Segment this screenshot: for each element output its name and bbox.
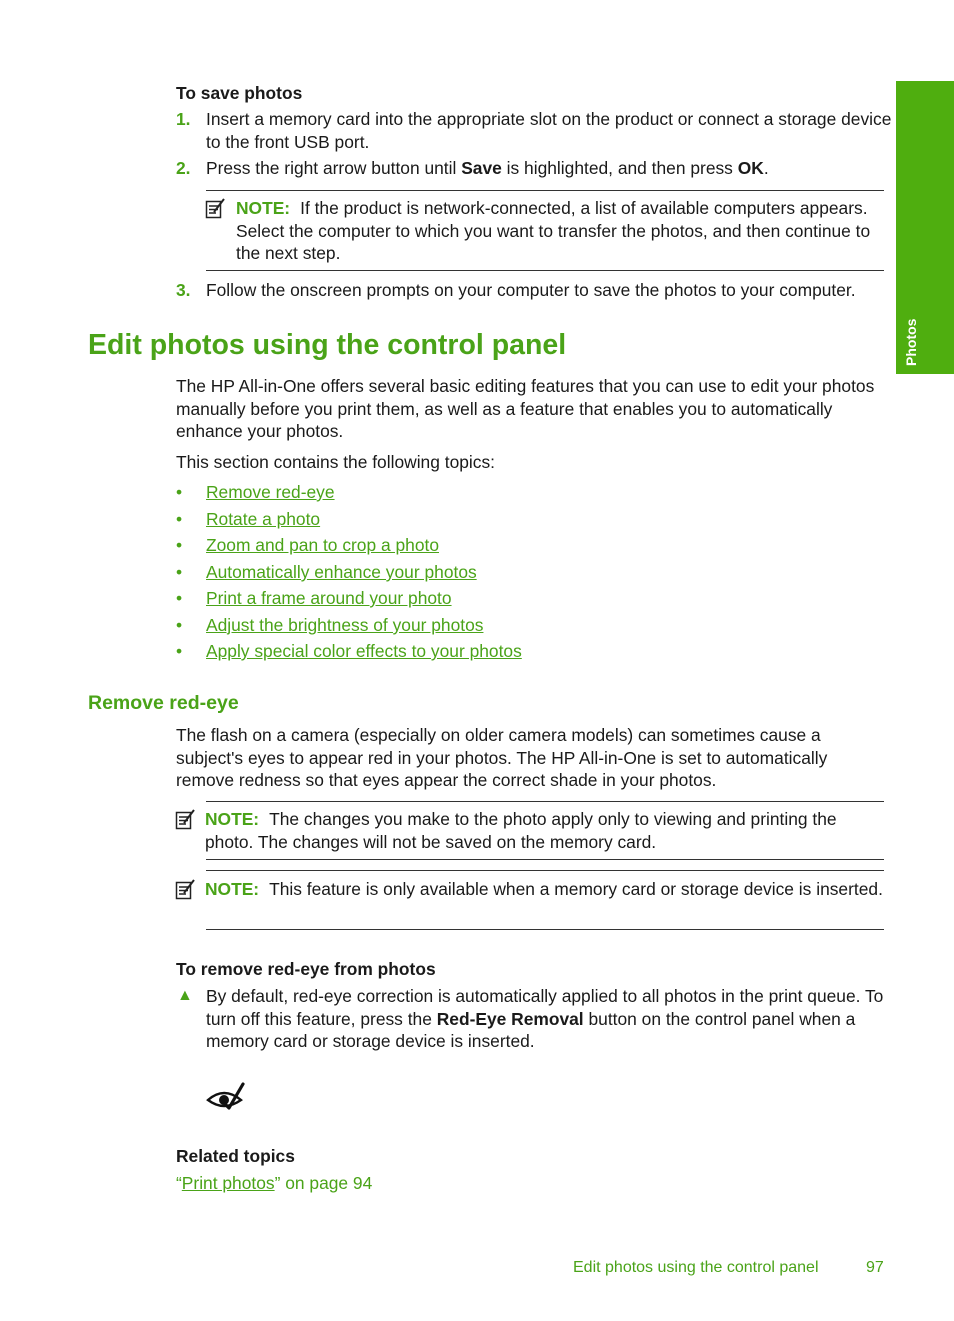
step-number: 2. bbox=[176, 158, 191, 178]
step-text: Press the right arrow button until Save is highlighted, and then press OK. bbox=[206, 158, 769, 178]
red-eye-removal-icon bbox=[205, 1080, 245, 1114]
bullet: • bbox=[176, 509, 183, 529]
note-rule-bottom bbox=[206, 929, 884, 930]
topic-link-brightness[interactable]: Adjust the brightness of your photos bbox=[206, 615, 484, 635]
topic-link-frame[interactable]: Print a frame around your photo bbox=[206, 588, 452, 608]
side-tab bbox=[896, 81, 954, 374]
section-title: Edit photos using the control panel bbox=[88, 329, 567, 361]
note-text: NOTE: If the product is network-connected, a list of available computers appears. Select the computer to which you want to transfer the photos, and then continue to the next step. bbox=[236, 198, 871, 264]
topic-link-enhance[interactable]: Automatically enhance your photos bbox=[206, 562, 477, 582]
procedure-text: By default, red-eye correction is automatically applied to all photos in the print queue. To turn off this feature, press the Red-Eye Removal button on the control panel when a memory card or storage device is inserted. bbox=[206, 986, 884, 1052]
procedure-marker: ▲ bbox=[177, 987, 193, 1004]
related-link-print-photos[interactable]: Print photos bbox=[181, 1173, 275, 1193]
topic-link-color-effects[interactable]: Apply special color effects to your photos bbox=[206, 641, 522, 661]
topic-link-remove-red-eye[interactable]: Remove red-eye bbox=[206, 482, 335, 502]
bullet: • bbox=[176, 535, 183, 555]
note-rule-top bbox=[206, 870, 884, 871]
note-icon bbox=[205, 198, 225, 220]
topic-link-rotate[interactable]: Rotate a photo bbox=[206, 509, 321, 529]
note-icon bbox=[175, 809, 195, 831]
step-number: 1. bbox=[176, 109, 191, 129]
topic-link-zoom-pan[interactable]: Zoom and pan to crop a photo bbox=[206, 535, 439, 555]
related-topic: “Print photos” on page 94 bbox=[176, 1173, 373, 1193]
note-rule-top bbox=[206, 801, 884, 802]
bullet: • bbox=[176, 615, 183, 635]
note-rule-bottom bbox=[206, 859, 884, 860]
note-icon bbox=[175, 879, 195, 901]
related-heading: Related topics bbox=[176, 1146, 295, 1166]
bullet: • bbox=[176, 482, 183, 502]
note-text: NOTE: The changes you make to the photo apply only to viewing and printing the photo. The changes will not be saved on the memory card. bbox=[205, 809, 837, 852]
note-rule-top bbox=[206, 190, 884, 191]
subsection-title: Remove red-eye bbox=[88, 692, 239, 714]
bullet: • bbox=[176, 562, 183, 582]
procedure-heading: To remove red-eye from photos bbox=[176, 959, 436, 979]
section-intro: The HP All-in-One offers several basic editing features that you can use to edit your photos manually before you print them, as well as a feature that enables you to automatically enhance your photos. bbox=[176, 376, 875, 442]
save-heading: To save photos bbox=[176, 83, 303, 103]
step-number: 3. bbox=[176, 280, 191, 300]
note-rule-bottom bbox=[206, 270, 884, 271]
bullet: • bbox=[176, 641, 183, 661]
topics-lead: This section contains the following topics: bbox=[176, 452, 495, 472]
bullet: • bbox=[176, 588, 183, 608]
footer-section-name: Edit photos using the control panel bbox=[573, 1259, 819, 1276]
side-tab-label: Photos bbox=[903, 318, 919, 366]
note-text: NOTE: This feature is only available when a memory card or storage device is inserted. bbox=[205, 879, 883, 899]
step-text: Insert a memory card into the appropriate slot on the product or connect a storage device to the front USB port. bbox=[206, 109, 892, 152]
footer-page-number: 97 bbox=[866, 1259, 884, 1276]
step-text: Follow the onscreen prompts on your computer to save the photos to your computer. bbox=[206, 280, 856, 300]
redeye-body: The flash on a camera (especially on older camera models) can sometimes cause a subject's eyes to appear red in your photos. The HP All-in-One is set to automatically remove redness so that eyes appear the correct shade in your photos. bbox=[176, 725, 828, 791]
